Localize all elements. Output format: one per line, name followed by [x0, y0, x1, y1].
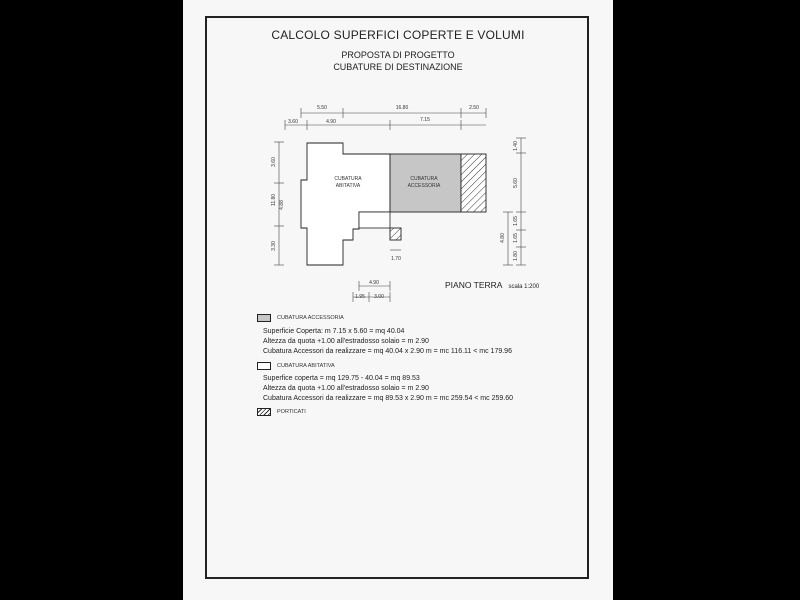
dim-left-4-88: 4.88	[279, 200, 285, 210]
dim-bottom-3-00: 3.00	[374, 294, 384, 300]
right-dimension-lines	[503, 138, 526, 265]
accessoria-line-superficie: Superficie Coperta: m 7.15 x 5.60 = mq 40.04	[263, 328, 405, 335]
legend-porticati-label: PORTICATI	[277, 409, 306, 415]
dim-top-4-90: 4.90	[326, 119, 336, 125]
legend-swatch-grey	[257, 314, 271, 322]
accessoria-line-altezza: Altezza da quota +1.00 all'estradosso solaio = m 2.90	[263, 338, 429, 345]
legend-abitativa-label: CUBATURA ABITATIVA	[277, 363, 335, 369]
document-page	[183, 0, 613, 600]
legend-accessoria	[257, 314, 344, 322]
cubatura-abitativa-shape	[301, 143, 390, 265]
dim-right-1-65b: 1.65	[513, 233, 519, 243]
label-abitativa-line2: ABITATIVA	[335, 183, 361, 189]
dim-right-1-80: 1.80	[513, 251, 519, 261]
abitativa-line-altezza: Altezza da quota +1.00 all'estradosso solaio = m 2.90	[263, 385, 429, 392]
dim-left-11-80: 11.80	[271, 193, 277, 207]
piano-terra-label: PIANO TERRA	[445, 280, 503, 290]
document-title: CALCOLO SUPERFICI COPERTE E VOLUMI	[271, 28, 525, 42]
abitativa-line-cubatura: Cubatura Accessori da realizzare = mq 89.53 x 2.90 m = mc 259.54 < mc 259.60	[263, 395, 513, 402]
porticato-right-shape	[461, 154, 486, 212]
dim-right-5-60: 5.60	[513, 178, 519, 188]
accessoria-line-cubatura: Cubatura Accessori da realizzare = mq 40.04 x 2.90 m = mc 116.11 < mc 179.96	[263, 348, 512, 355]
document-subtitle-cubature: CUBATURE DI DESTINAZIONE	[333, 62, 463, 72]
dim-left-3-60: 3.60	[271, 157, 277, 167]
legend-swatch-hatch	[257, 408, 271, 416]
dim-top-16-80: 16.80	[395, 105, 409, 111]
floor-plan-drawing	[183, 0, 613, 310]
porticato-small-shape	[390, 228, 401, 240]
dim-top-2-50: 2.50	[469, 105, 479, 111]
document-subtitle-proposta: PROPOSTA DI PROGETTO	[341, 50, 455, 60]
dim-bottom-4-90: 4.90	[369, 280, 379, 286]
top-dimension-lines	[285, 108, 486, 130]
dim-top-7-15: 7.15	[420, 117, 430, 123]
legend-porticati	[257, 408, 306, 416]
dim-top-3-60: 3.60	[288, 119, 298, 125]
dim-left-3-30: 3.30	[271, 241, 277, 251]
annex-small-shape	[359, 212, 390, 228]
scale-label: scala 1:200	[508, 284, 540, 290]
label-accessoria-line1: CUBATURA	[410, 176, 438, 182]
legend-accessoria-label: CUBATURA ACCESSORIA	[277, 315, 344, 321]
dim-right-1-40: 1.40	[513, 141, 519, 151]
label-accessoria-line2: ACCESSORIA	[407, 183, 441, 189]
dim-right-4-80: 4.80	[500, 233, 506, 243]
dim-right-1-65a: 1.65	[513, 216, 519, 226]
dim-bottom-1-95: 1.95	[355, 294, 365, 300]
dim-1-70: 1.70	[391, 256, 401, 262]
label-abitativa-line1: CUBATURA	[334, 176, 362, 182]
legend-swatch-white	[257, 362, 271, 370]
dim-top-5-50: 5.50	[317, 105, 327, 111]
abitativa-line-superficie: Superfice coperta = mq 129.75 - 40.04 = mq 89.53	[263, 375, 420, 382]
legend-abitativa	[257, 362, 335, 370]
piano-terra-caption	[445, 280, 539, 290]
